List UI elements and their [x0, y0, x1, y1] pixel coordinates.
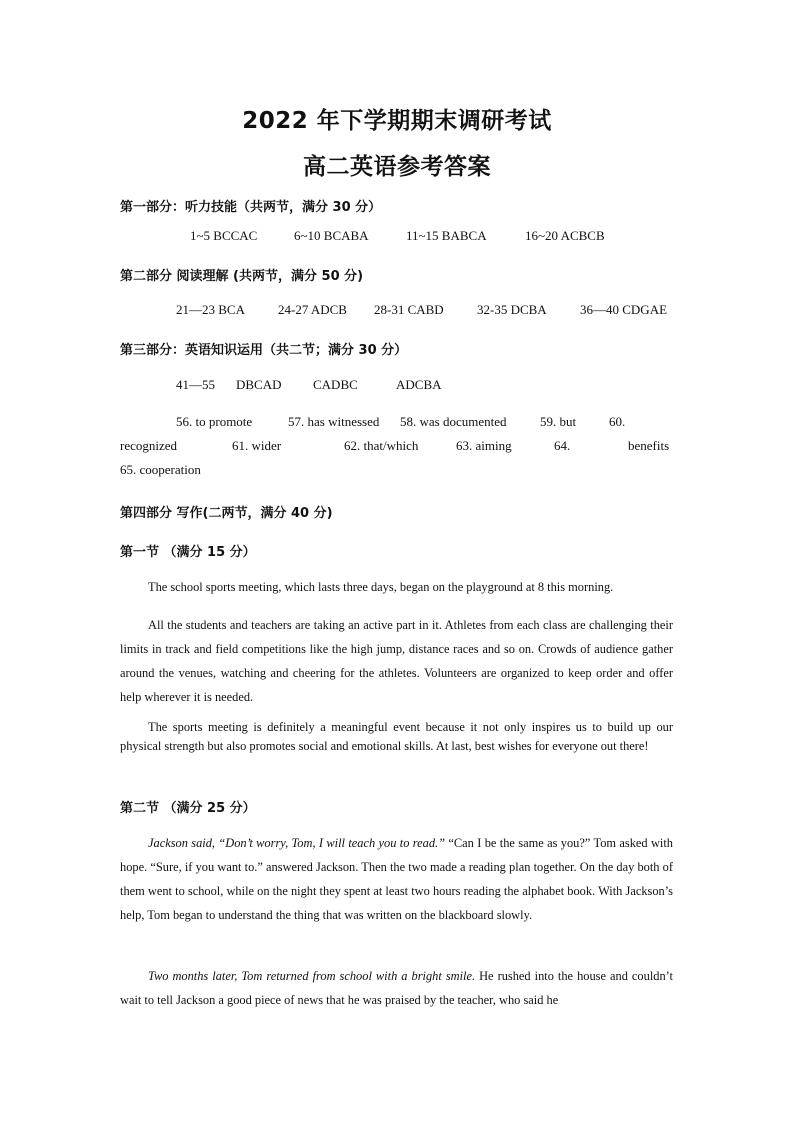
part4-heading: 第四部分 写作(二两节，满分 40 分)	[120, 506, 333, 521]
answer-56: 56. to promote	[176, 414, 253, 429]
answer-61: 61. wider	[232, 438, 282, 453]
section2-paragraph-2-body: He rushed into the house and couldn’t wait to tell Jackson a good piece of news that he was praised by the teacher, who said he	[120, 969, 673, 1007]
section2-paragraph-2-lead: Two months later, Tom returned from school with a bright smile.	[148, 969, 476, 983]
section1-paragraph-3: The sports meeting is definitely a meaningful event because it not only inspires us to build up our physical strength but also promotes social and emotional skills. At last, best wishes for everyone out there!	[120, 720, 673, 753]
answer-32-35: 32-35 DCBA	[477, 302, 547, 317]
answer-11-15: 11~15 BABCA	[406, 228, 487, 243]
answer-6-10: 6~10 BCABA	[294, 228, 369, 243]
answer-36-40: 36—40 CDGAE	[580, 302, 668, 317]
answer-57: 57. has witnessed	[288, 414, 380, 429]
answer-28-31: 28-31 CABD	[374, 302, 444, 317]
answer-64: 64.	[554, 438, 571, 453]
part2-heading: 第二部分 阅读理解 (共两节，满分 50 分)	[120, 269, 364, 284]
answer-63: 63. aiming	[456, 438, 512, 453]
answer-24-27: 24-27 ADCB	[278, 302, 347, 317]
answer-65: 65. cooperation	[120, 462, 201, 477]
part1-heading: 第一部分：听力技能（共两节，满分 30 分）	[120, 200, 382, 215]
answer-59: 59. but	[540, 414, 577, 429]
section2-paragraph-1	[120, 831, 673, 927]
answer-64-text: benefits	[628, 438, 670, 453]
answer-51-55: ADCBA	[396, 377, 442, 392]
answer-60-text: recognized	[120, 438, 178, 453]
answer-21-23: 21—23 BCA	[176, 302, 245, 317]
section1-paragraph-1: The school sports meeting, which lasts three days, began on the playground at 8 this morning.	[148, 580, 614, 594]
answer-60: 60.	[609, 414, 626, 429]
section1-paragraph-2: All the students and teachers are taking an active part in it. Athletes from each class are challenging their limits in track and field competitions like the high jump, distance races and so on. Crowds of audience gather around the venues, watching and cheering for the athletes. Volunteers are organized to keep order and offer help wherever it is needed.	[120, 618, 673, 704]
answer-62: 62. that/which	[344, 438, 419, 453]
answer-41-55-label: 41—55	[176, 377, 215, 392]
section2-heading: 第二节 （满分 25 分）	[120, 801, 256, 816]
section2-paragraph-1-lead: Jackson said, “Don’t worry, Tom, I will teach you to read.”	[148, 836, 446, 850]
answer-16-20: 16~20 ACBCB	[525, 228, 605, 243]
page-subtitle: 高二英语参考答案	[303, 154, 491, 180]
answer-46-50: CADBC	[313, 377, 358, 392]
part3-heading: 第三部分：英语知识运用（共二节；满分 30 分）	[120, 343, 408, 358]
answer-58: 58. was documented	[400, 414, 507, 429]
section2-paragraph-2	[120, 964, 673, 1012]
section2-paragraph-1-body: “Can I be the same as you?” Tom asked with hope. “Sure, if you want to.” answered Jackson. Then the two made a reading plan together. On the day both of them went to school, while on the night they spent at least two hours reading the alphabet book. With Jackson’s help, Tom began to understand the thing that was written on the blackboard slowly.	[120, 836, 674, 922]
page-title: 2022 年下学期期末调研考试	[242, 108, 552, 134]
answer-1-5: 1~5 BCCAC	[190, 228, 258, 243]
answer-41-45: DBCAD	[236, 377, 282, 392]
section1-heading: 第一节 （满分 15 分）	[120, 545, 256, 560]
